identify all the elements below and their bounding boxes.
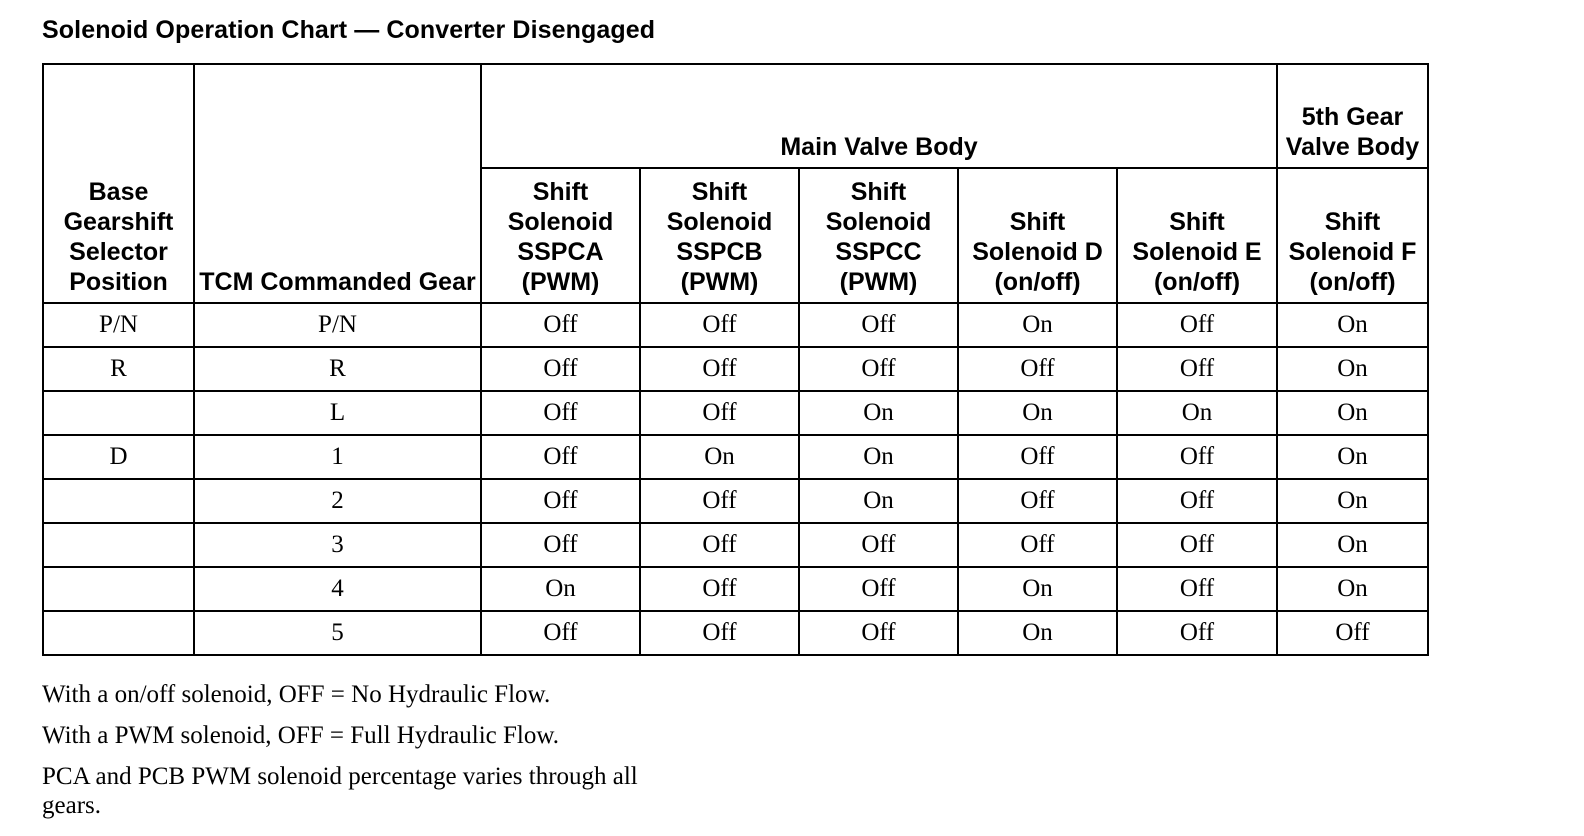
cell-sspcb: Off xyxy=(640,303,799,347)
cell-sspcc: Off xyxy=(799,303,958,347)
cell-solenoid-f: On xyxy=(1277,567,1428,611)
cell-sspcc: On xyxy=(799,435,958,479)
table-row xyxy=(43,523,1428,567)
cell-solenoid-e: Off xyxy=(1117,347,1277,391)
table-row xyxy=(43,567,1428,611)
cell-sspcb: Off xyxy=(640,523,799,567)
cell-solenoid-f: On xyxy=(1277,347,1428,391)
cell-gear: 3 xyxy=(194,523,481,567)
cell-gear: 4 xyxy=(194,567,481,611)
cell-sspcc: On xyxy=(799,391,958,435)
header-solenoid-f: Shift Solenoid F (on/off) xyxy=(1277,168,1428,303)
cell-solenoid-f: On xyxy=(1277,523,1428,567)
cell-gear: 1 xyxy=(194,435,481,479)
cell-sspcb: Off xyxy=(640,567,799,611)
cell-sspca: Off xyxy=(481,303,640,347)
cell-base: D xyxy=(43,435,194,479)
cell-solenoid-e: On xyxy=(1117,391,1277,435)
cell-solenoid-f: Off xyxy=(1277,611,1428,655)
cell-solenoid-e: Off xyxy=(1117,479,1277,523)
table-row xyxy=(43,347,1428,391)
cell-sspca: Off xyxy=(481,479,640,523)
cell-sspcb: Off xyxy=(640,479,799,523)
cell-sspca: Off xyxy=(481,611,640,655)
header-sspcb: Shift Solenoid SSPCB (PWM) xyxy=(640,168,799,303)
cell-gear: 5 xyxy=(194,611,481,655)
cell-solenoid-e: Off xyxy=(1117,611,1277,655)
cell-gear: 2 xyxy=(194,479,481,523)
header-base-gearshift: Base Gearshift Selector Position xyxy=(43,64,194,303)
cell-solenoid-d: Off xyxy=(958,479,1117,523)
table-row xyxy=(43,303,1428,347)
note-on-off-solenoid: With a on/off solenoid, OFF = No Hydraulic Flow. xyxy=(42,681,551,708)
cell-solenoid-e: Off xyxy=(1117,435,1277,479)
cell-sspcc: Off xyxy=(799,523,958,567)
cell-solenoid-e: Off xyxy=(1117,303,1277,347)
header-tcm-gear: TCM Commanded Gear xyxy=(194,64,481,303)
table-row xyxy=(43,611,1428,655)
cell-solenoid-d: On xyxy=(958,303,1117,347)
cell-solenoid-d: Off xyxy=(958,435,1117,479)
cell-gear: P/N xyxy=(194,303,481,347)
cell-sspcc: On xyxy=(799,479,958,523)
cell-sspca: Off xyxy=(481,347,640,391)
cell-sspca: Off xyxy=(481,523,640,567)
cell-solenoid-f: On xyxy=(1277,479,1428,523)
cell-base: P/N xyxy=(43,303,194,347)
header-sspca: Shift Solenoid SSPCA (PWM) xyxy=(481,168,640,303)
cell-sspca: Off xyxy=(481,391,640,435)
cell-solenoid-e: Off xyxy=(1117,567,1277,611)
cell-gear: R xyxy=(194,347,481,391)
note-pwm-solenoid: With a PWM solenoid, OFF = Full Hydraulic Flow. xyxy=(42,722,560,749)
cell-solenoid-d: On xyxy=(958,611,1117,655)
cell-solenoid-d: Off xyxy=(958,523,1117,567)
solenoid-table xyxy=(42,63,1429,656)
table-row xyxy=(43,479,1428,523)
cell-sspcc: Off xyxy=(799,567,958,611)
table-row xyxy=(43,435,1428,479)
cell-base xyxy=(43,567,194,611)
table-row xyxy=(43,391,1428,435)
cell-solenoid-d: On xyxy=(958,567,1117,611)
cell-sspcc: Off xyxy=(799,347,958,391)
cell-sspcb: Off xyxy=(640,347,799,391)
cell-solenoid-f: On xyxy=(1277,391,1428,435)
header-solenoid-d: Shift Solenoid D (on/off) xyxy=(958,168,1117,303)
header-fifth-gear-valve-body: 5th Gear Valve Body xyxy=(1277,64,1428,168)
cell-sspca: On xyxy=(481,567,640,611)
cell-sspcb: On xyxy=(640,435,799,479)
cell-base xyxy=(43,611,194,655)
cell-sspcb: Off xyxy=(640,611,799,655)
cell-solenoid-e: Off xyxy=(1117,523,1277,567)
cell-base xyxy=(43,479,194,523)
note-pca-pcb-percentage: PCA and PCB PWM solenoid percentage varies through all gears. xyxy=(42,763,638,819)
cell-solenoid-f: On xyxy=(1277,435,1428,479)
cell-sspcc: Off xyxy=(799,611,958,655)
cell-base xyxy=(43,391,194,435)
header-sspcc: Shift Solenoid SSPCC (PWM) xyxy=(799,168,958,303)
cell-base xyxy=(43,523,194,567)
cell-solenoid-d: Off xyxy=(958,347,1117,391)
cell-sspcb: Off xyxy=(640,391,799,435)
header-main-valve-body: Main Valve Body xyxy=(481,64,1277,168)
cell-base: R xyxy=(43,347,194,391)
cell-gear: L xyxy=(194,391,481,435)
cell-solenoid-d: On xyxy=(958,391,1117,435)
header-solenoid-e: Shift Solenoid E (on/off) xyxy=(1117,168,1277,303)
chart-title: Solenoid Operation Chart — Converter Disengaged xyxy=(42,16,656,44)
cell-sspca: Off xyxy=(481,435,640,479)
cell-solenoid-f: On xyxy=(1277,303,1428,347)
